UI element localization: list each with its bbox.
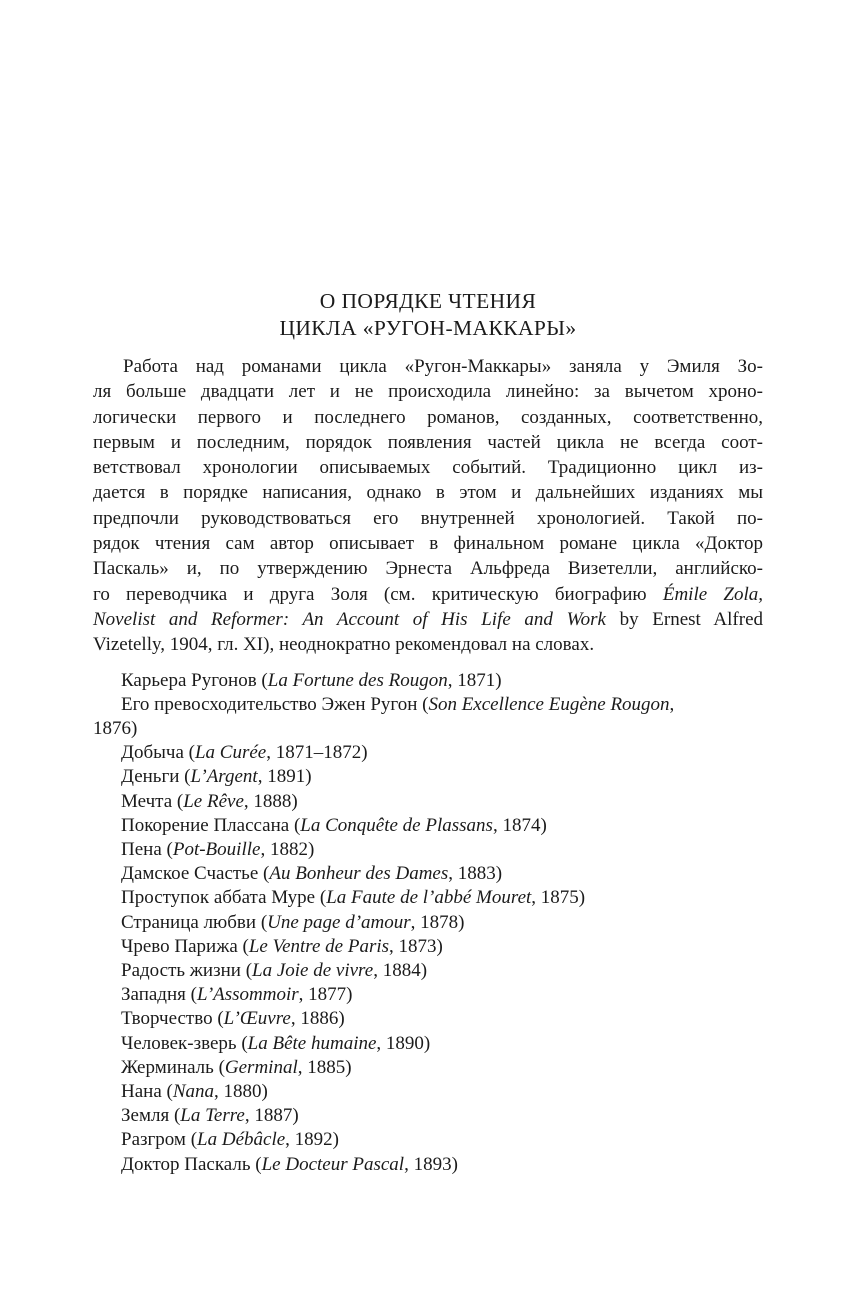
book-item: Чрево Парижа (Le Ventre de Paris, 1873) — [121, 935, 443, 957]
book-title-fr: La Joie de vivre — [252, 960, 374, 981]
paragraph-line — [93, 430, 763, 455]
book-item: Радость жизни (La Joie de vivre, 1884) — [121, 960, 428, 981]
chapter-title-line-2: ЦИКЛА «РУГОН-МАККАРЫ» — [279, 316, 577, 340]
book-year: 1877 — [308, 984, 347, 1006]
paragraph-line — [93, 531, 763, 556]
paragraph-text-segment: Novelist and Reformer: An Account of His Life and Work — [93, 608, 606, 630]
book-item: Добыча (La Curée, 1871–1872) — [121, 742, 368, 764]
chapter-title-line-1: О ПОРЯДКЕ ЧТЕНИЯ — [319, 289, 537, 313]
paragraph-line — [93, 607, 763, 632]
book-year: 1873 — [398, 935, 437, 957]
paragraph-text-segment: предпочли руководствоваться его внутренней хронологией. Такой по- — [93, 507, 763, 529]
book-year: 1874 — [502, 814, 541, 836]
book-year: 1888 — [253, 790, 292, 812]
paragraph-text-segment: дается в порядке написания, однако в этом и дальнейших изданиях мы — [93, 482, 763, 504]
book-item: Покорение Плассана (La Conquête de Plassans, 1874) — [121, 814, 547, 836]
book-title-fr: La Conquête de Plassans — [300, 814, 493, 836]
book-year: 1876 — [93, 717, 131, 739]
book-title-fr: L’Assommoir — [196, 984, 299, 1006]
book-title-ru: Мечта — [121, 790, 173, 812]
book-title-ru: Творчество — [121, 1008, 213, 1030]
book-title-ru: Его превосходительство Эжен Ругон — [121, 693, 418, 715]
book-title-fr: La Terre — [180, 1105, 245, 1127]
book-year: 1885 — [307, 1056, 346, 1078]
book-item: Человек-зверь (La Bête humaine, 1890) — [121, 1032, 431, 1054]
book-title-fr: La Fortune des Rougon — [267, 669, 448, 691]
book-item: Его превосходительство Эжен Ругон (Son Excellence Eugène Rougon, 1876) — [93, 693, 675, 739]
book-item: Разгром (La Débâcle, 1892) — [121, 1129, 339, 1151]
book-year: 1875 — [540, 887, 579, 909]
book-year: 1891 — [267, 766, 306, 788]
book-title-fr: Le Docteur Pascal — [261, 1153, 405, 1175]
book-title-ru: Жерминаль — [121, 1056, 214, 1078]
book-year: 1871 — [457, 669, 496, 691]
book-title-fr: L’Argent — [190, 766, 258, 788]
paragraph-text-segment: ветствовал хронологии описываемых событий. Традиционно цикл из- — [93, 457, 763, 479]
book-title-fr: La Faute de l’abbé Mouret — [326, 887, 532, 909]
page-content — [93, 288, 763, 1177]
book-title-fr: La Bête humaine — [247, 1032, 377, 1054]
book-title-fr: L’Œuvre — [223, 1008, 291, 1030]
intro-paragraph — [93, 354, 763, 658]
book-year: 1882 — [269, 838, 308, 860]
book-title-ru: Человек-зверь — [121, 1032, 237, 1054]
book-item: Страница любви (Une page d’amour, 1878) — [121, 911, 465, 933]
book-title-fr: Pot-Bouille — [172, 838, 261, 860]
book-title-fr: Le Ventre de Paris — [248, 935, 390, 957]
book-item: Творчество (L’Œuvre, 1886) — [121, 1008, 345, 1030]
book-year: 1880 — [223, 1081, 262, 1103]
paragraph-text-segment: Vizetelly, 1904, гл. XI), неоднократно рекомендовал на словах. — [93, 634, 595, 656]
book-title-ru: Покорение Плассана — [121, 814, 290, 836]
book-title-ru: Западня — [121, 984, 186, 1006]
book-list — [93, 669, 763, 1177]
paragraph-text-segment: Émile Zola, — [662, 583, 763, 605]
book-title-ru: Нана — [121, 1081, 162, 1103]
book-title-ru: Земля — [121, 1105, 170, 1127]
book-item: Мечта (Le Rêve, 1888) — [121, 790, 298, 812]
book-year: 1890 — [385, 1032, 424, 1054]
paragraph-text-segment: by Ernest Alfred — [605, 608, 764, 630]
book-title-fr: La Débâcle — [197, 1129, 286, 1151]
paragraph-text-segment: первым и последним, порядок появления частей цикла не всегда соот- — [93, 431, 763, 453]
book-year: 1871–1872 — [275, 742, 362, 764]
book-item: Западня (L’Assommoir, 1877) — [121, 984, 353, 1006]
paragraph-line — [93, 556, 763, 581]
book-title-ru: Чрево Парижа — [121, 935, 238, 957]
book-title-ru: Разгром — [121, 1129, 186, 1151]
book-year: 1892 — [294, 1129, 333, 1151]
paragraph-text-segment: Паскаль» и, по утверждению Эрнеста Альфреда Визетелли, английско- — [93, 558, 763, 580]
book-title-ru: Пена — [121, 838, 162, 860]
book-title-fr: Germinal — [224, 1056, 298, 1078]
paragraph-text-segment: Работа над романами цикла «Ругон-Маккары» заняла у Эмиля Зо- — [123, 356, 763, 377]
book-title-ru: Добыча — [121, 742, 184, 764]
paragraph-line — [93, 506, 763, 531]
book-title-fr: Au Bonheur des Dames — [269, 863, 449, 885]
paragraph-line — [93, 379, 763, 404]
paragraph-line — [93, 405, 763, 430]
book-title-ru: Проступок аббата Муре — [121, 887, 316, 909]
book-year: 1878 — [420, 911, 459, 933]
book-title-fr: La Curée — [194, 742, 267, 764]
book-item: Проступок аббата Муре (La Faute de l’abbé Mouret, 1875) — [121, 887, 586, 909]
book-year: 1893 — [413, 1153, 452, 1175]
book-title-fr: Le Rêve — [183, 790, 244, 812]
book-title-fr: Son Excellence Eugène Rougon — [428, 693, 670, 715]
paragraph-text-segment: рядок чтения сам автор описывает в финальном романе цикла «Доктор — [93, 533, 763, 555]
book-year: 1883 — [457, 863, 496, 885]
book-title-ru: Страница любви — [121, 911, 257, 933]
book-year: 1884 — [382, 960, 421, 981]
book-year: 1887 — [254, 1105, 293, 1127]
paragraph-line — [93, 582, 763, 607]
paragraph-text-segment: логически первого и последнего романов, созданных, соответственно, — [93, 406, 763, 428]
paragraph-text-segment: го переводчика и друга Золя (см. критическую биографию — [93, 583, 663, 605]
book-item: Карьера Ругонов (La Fortune des Rougon, 1871) — [121, 669, 502, 691]
book-title-ru: Деньги — [121, 766, 180, 788]
book-title-fr: Nana — [172, 1081, 215, 1103]
book-title-ru: Доктор Паскаль — [121, 1153, 251, 1175]
book-item: Нана (Nana, 1880) — [121, 1081, 268, 1103]
book-title-ru: Дамское Счастье — [121, 863, 259, 885]
book-item: Доктор Паскаль (Le Docteur Pascal, 1893) — [121, 1153, 458, 1175]
book-title-ru: Радость жизни — [121, 960, 241, 981]
book-item: Деньги (L’Argent, 1891) — [121, 766, 312, 788]
chapter-title — [93, 288, 763, 342]
paragraph-line — [93, 480, 763, 505]
book-year: 1886 — [300, 1008, 339, 1030]
book-title-ru: Карьера Ругонов — [121, 669, 257, 691]
book-item: Дамское Счастье (Au Bonheur des Dames, 1883) — [121, 863, 503, 885]
paragraph-line — [93, 455, 763, 480]
book-item: Земля (La Terre, 1887) — [121, 1105, 299, 1127]
paragraph-line — [93, 354, 763, 379]
paragraph-line — [93, 632, 763, 657]
book-item: Жерминаль (Germinal, 1885) — [121, 1056, 352, 1078]
paragraph-text-segment: ля больше двадцати лет и не происходила линейно: за вычетом хроно- — [93, 381, 763, 403]
book-title-fr: Une page d’amour — [267, 911, 411, 933]
book-item: Пена (Pot-Bouille, 1882) — [121, 838, 315, 860]
